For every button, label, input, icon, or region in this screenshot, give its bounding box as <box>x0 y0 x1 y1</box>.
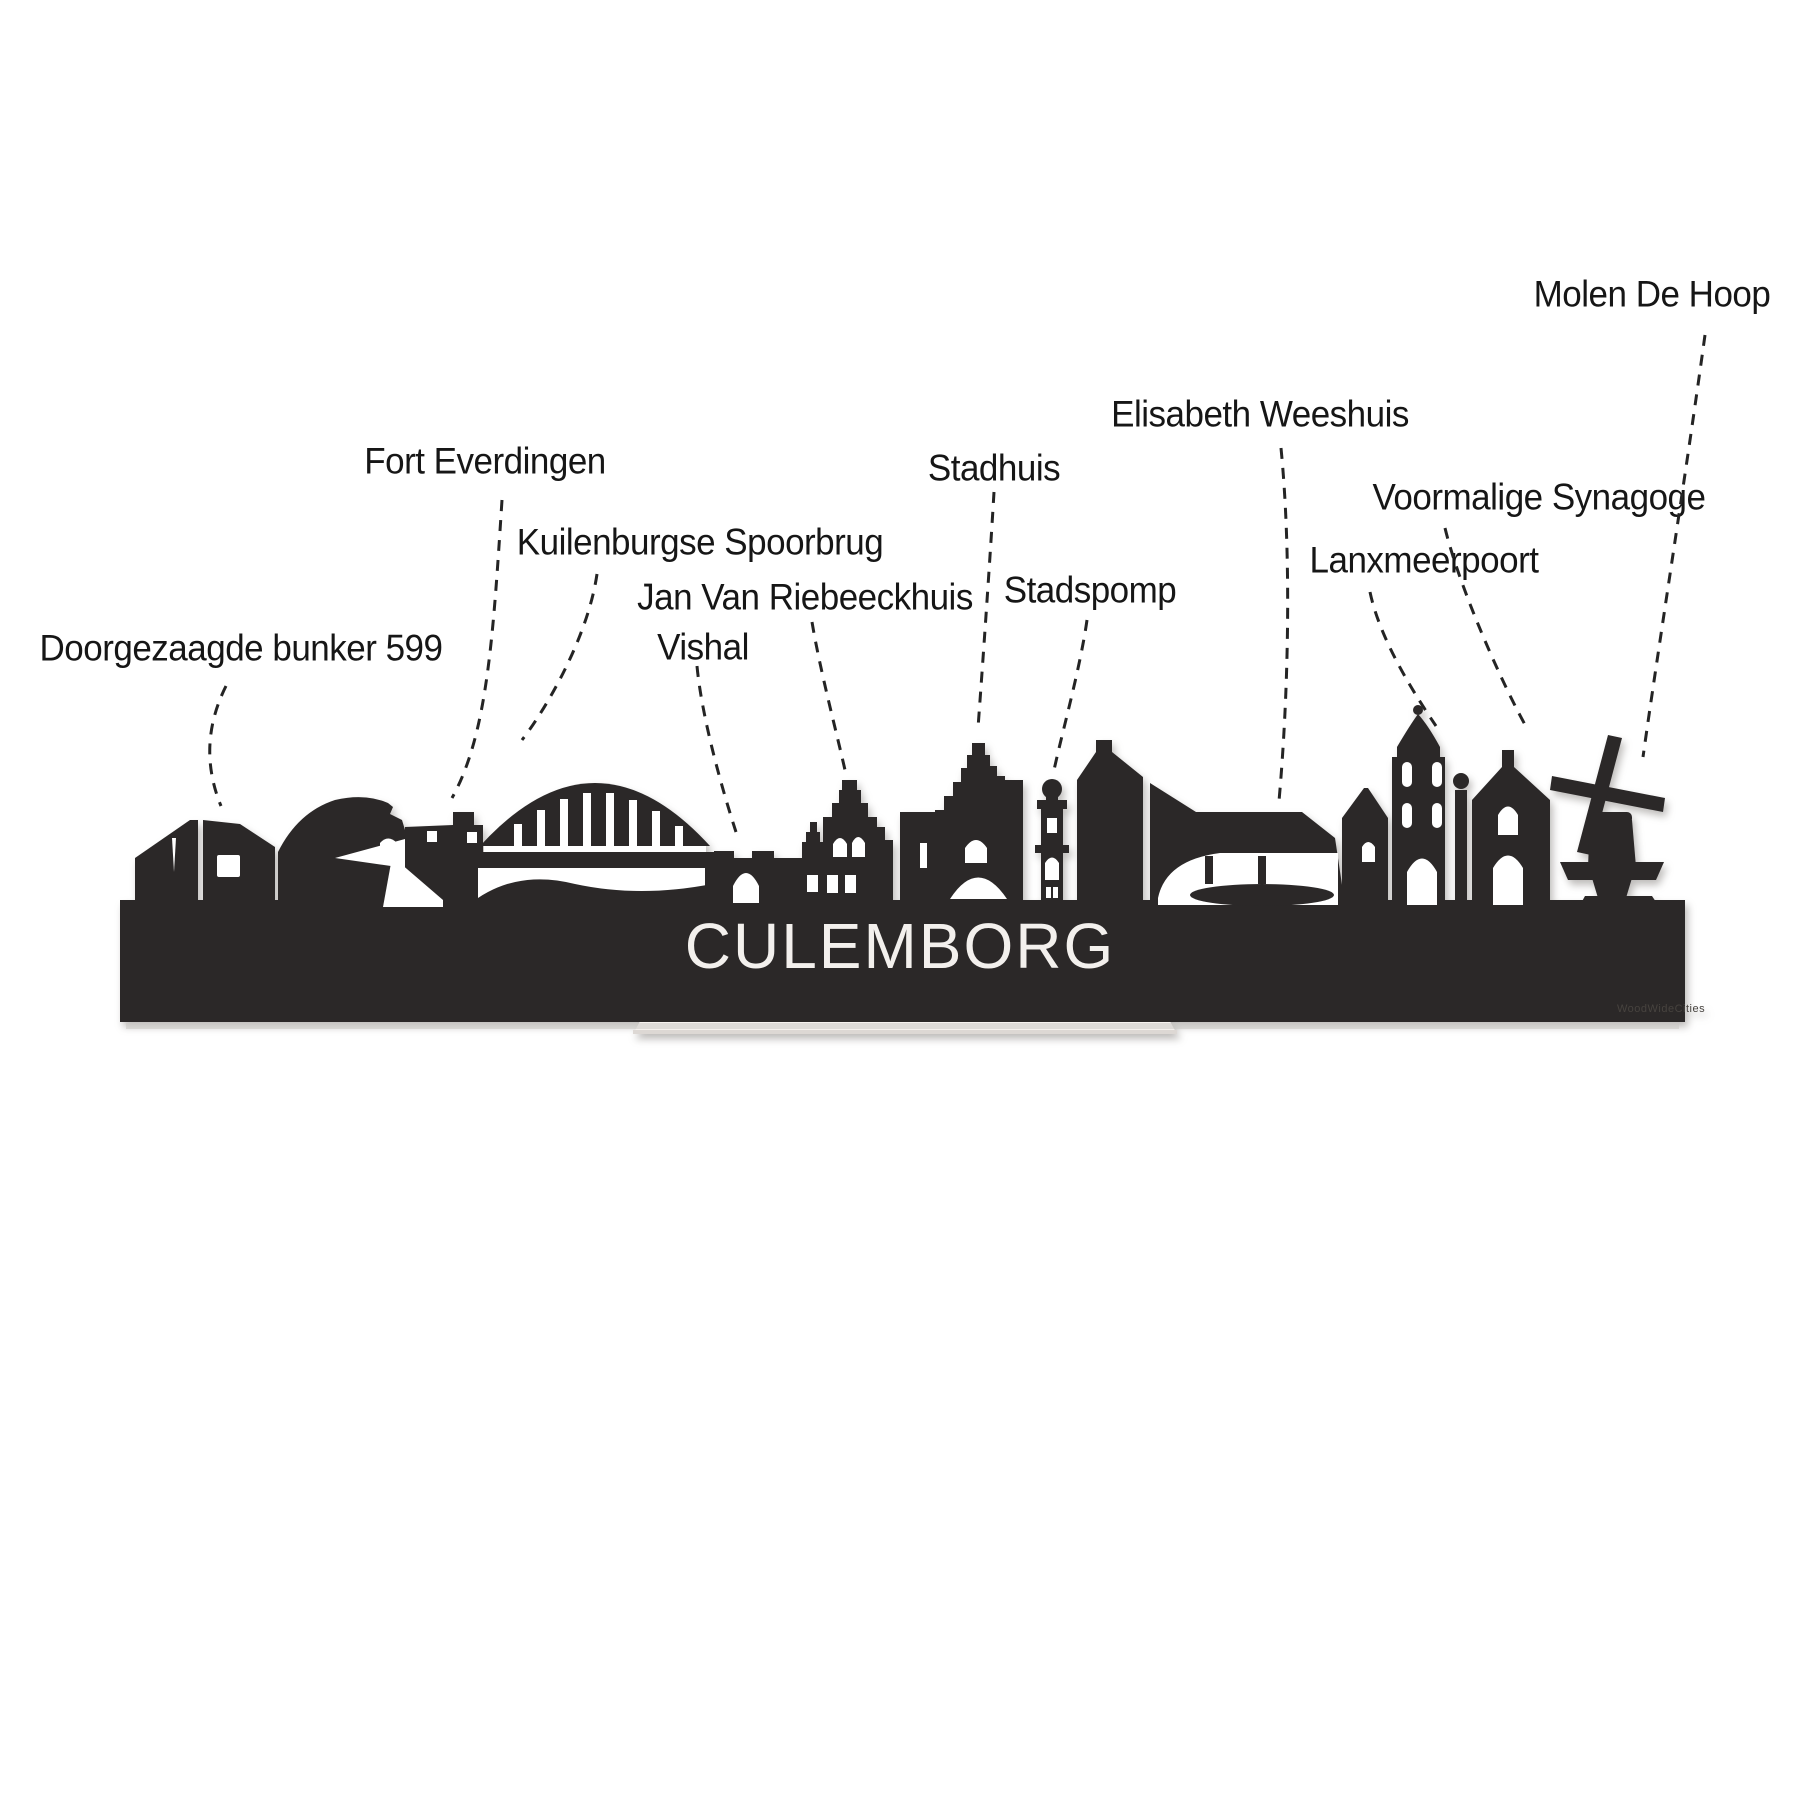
leader-molen-de-hoop <box>1643 335 1705 757</box>
leader-stadhuis <box>978 492 994 728</box>
label-voormalige-synagoge: Voormalige Synagoge <box>1372 476 1706 519</box>
windmill-silhouette <box>1550 735 1665 905</box>
leader-voormalige-synagoge <box>1445 528 1528 730</box>
city-name-engraving: CULEMBORG <box>684 910 1116 982</box>
label-doorgezaagde-bunker-599: Doorgezaagde bunker 599 <box>39 627 443 670</box>
stadhuis-silhouette <box>900 743 1023 907</box>
leader-kuilenburgse <box>522 574 597 740</box>
synagoge-silhouette <box>1472 750 1550 905</box>
leader-fort-everdingen <box>452 500 502 798</box>
maker-watermark: WoodWideCities <box>1617 1003 1706 1015</box>
vishal-silhouette <box>705 851 802 905</box>
leader-doorgezaagde-bunker <box>210 686 226 806</box>
label-fort-everdingen: Fort Everdingen <box>364 440 606 483</box>
gate-tower-silhouette <box>1342 788 1388 905</box>
label-vishal: Vishal <box>657 626 749 669</box>
leader-vishal <box>697 666 736 832</box>
lanxmeerpoort-silhouette <box>1392 705 1445 905</box>
elisabeth-weeshuis-silhouette <box>1077 740 1345 906</box>
stadspomp-silhouette <box>1035 779 1069 907</box>
label-kuilenburgse-spoorbrug: Kuilenburgse Spoorbrug <box>516 521 884 564</box>
label-elisabeth-weeshuis: Elisabeth Weeshuis <box>1111 393 1409 436</box>
surface-shadow <box>126 1023 1679 1029</box>
leader-elisabeth-weeshuis <box>1279 448 1288 801</box>
bunker-599-silhouette <box>135 820 275 905</box>
leader-jan-van-riebeeckhuis <box>812 622 845 770</box>
jan-van-riebeeckhuis-silhouette <box>802 780 893 905</box>
railway-bridge-silhouette <box>478 783 714 905</box>
leader-lines <box>210 335 1705 832</box>
leader-stadspomp <box>1053 620 1087 775</box>
label-stadspomp: Stadspomp <box>1003 569 1177 612</box>
leader-lanxmeerpoort <box>1370 592 1436 726</box>
label-jan-van-riebeeckhuis: Jan Van Riebeeckhuis <box>637 576 973 619</box>
pillar-silhouette <box>1453 773 1469 905</box>
label-lanxmeerpoort: Lanxmeerpoort <box>1309 539 1539 582</box>
label-stadhuis: Stadhuis <box>927 447 1061 490</box>
label-molen-de-hoop: Molen De Hoop <box>1533 273 1771 316</box>
